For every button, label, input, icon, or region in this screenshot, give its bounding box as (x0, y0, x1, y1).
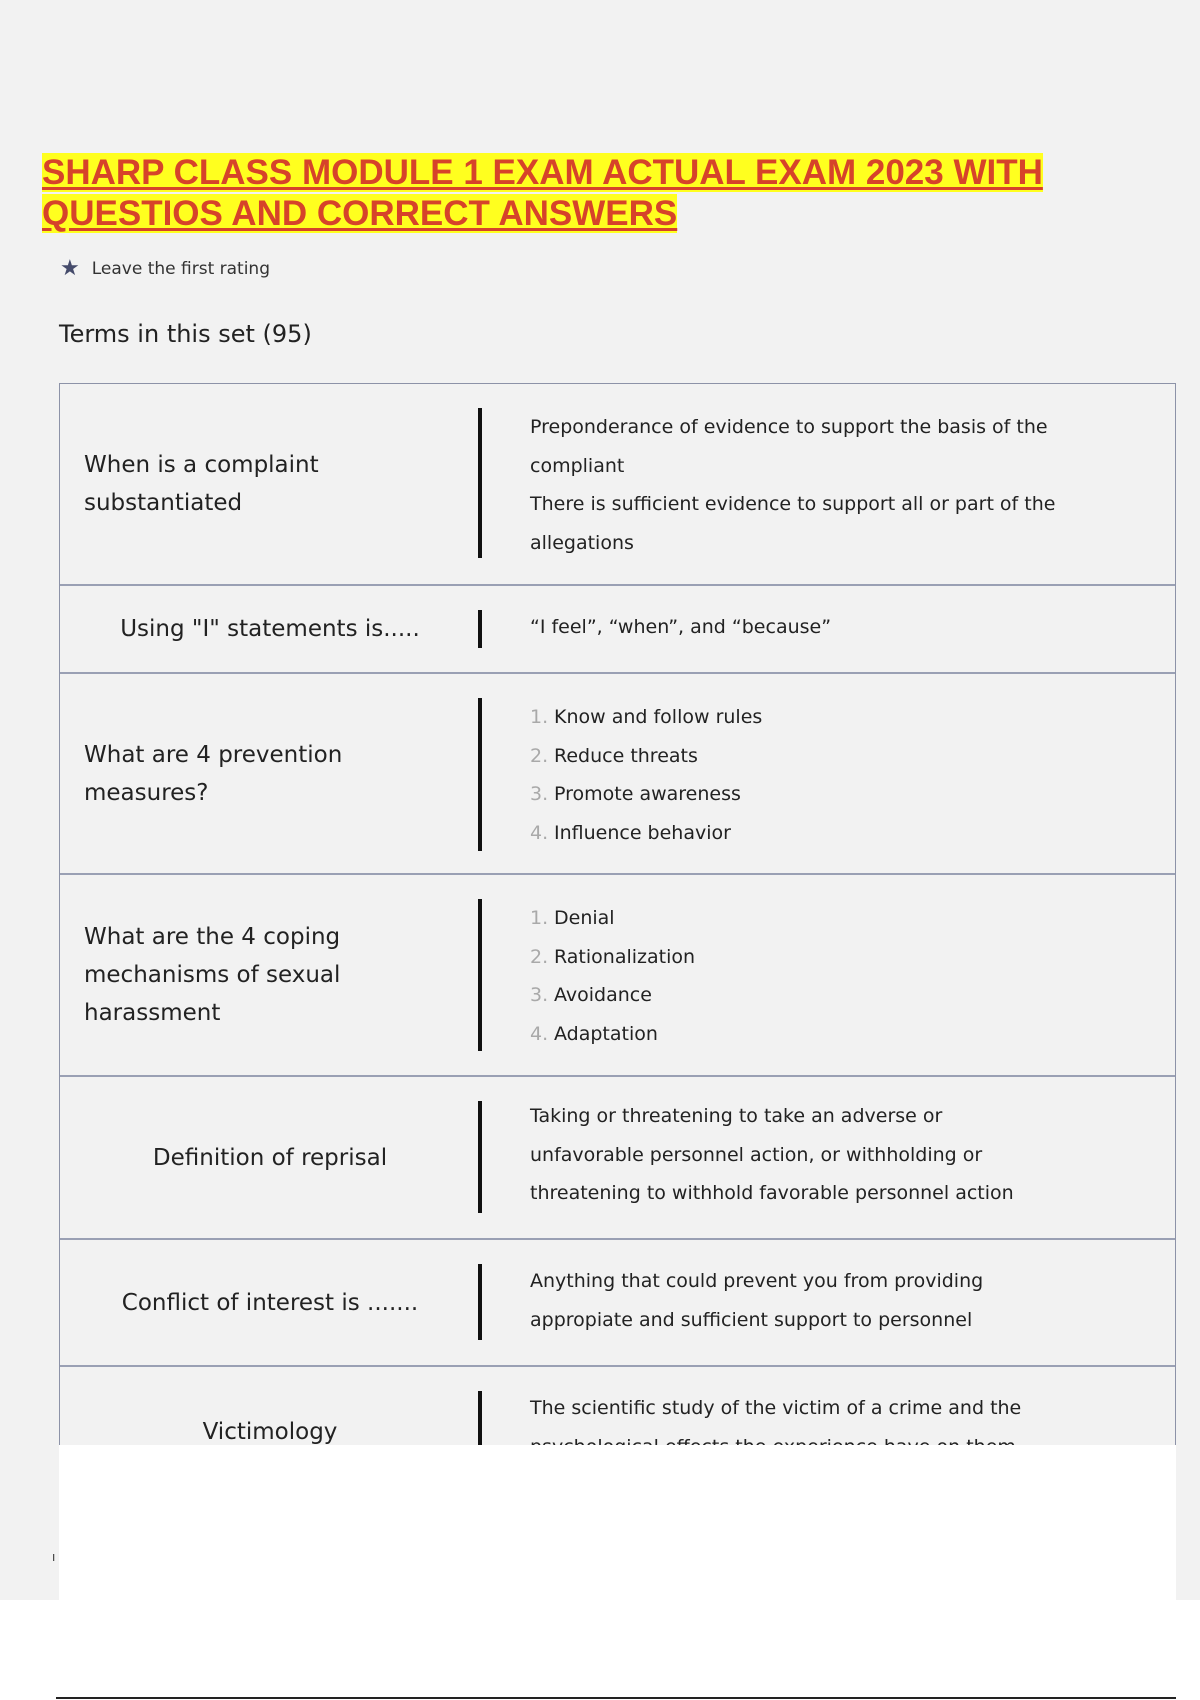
definition-text (530, 1262, 1010, 1339)
list-number: 1. (530, 706, 549, 728)
list-number: 3. (530, 783, 549, 805)
term-text (60, 384, 480, 584)
term-label: When is a complaint substantiated (84, 452, 319, 516)
list-number: 2. (530, 945, 549, 968)
term-label: What are the 4 coping mechanisms of sexual harassment (84, 924, 341, 1026)
definition-text (530, 408, 1090, 562)
term-text (60, 586, 480, 672)
list-number: 1. (530, 907, 549, 929)
term-card (60, 1240, 1175, 1367)
list-item (530, 698, 1090, 737)
definition-text (530, 608, 1090, 647)
term-label: Victimology (202, 1419, 338, 1445)
term-text (60, 1077, 480, 1238)
list-text: Know and follow rules (554, 706, 763, 728)
term-label: Definition of reprisal (152, 1144, 388, 1171)
list-item (530, 1015, 1090, 1054)
list-text: Denial (554, 907, 615, 929)
definition-text (530, 1097, 1050, 1213)
definition-line: Anything that could prevent you from providing appropiate and sufficient support to personnel (530, 1270, 984, 1331)
term-label: Conflict of interest is ....... (121, 1289, 419, 1316)
page-blank-area (59, 1445, 1176, 1600)
definition-list (530, 899, 1090, 1053)
card-divider (478, 610, 482, 648)
list-item (530, 775, 1090, 814)
list-number: 4. (530, 821, 549, 844)
term-card (60, 875, 1175, 1077)
list-item (530, 737, 1090, 776)
list-text: Promote awareness (554, 783, 741, 805)
term-card (60, 586, 1175, 674)
terms-heading: Terms in this set (95) (59, 320, 312, 348)
list-text: Adaptation (554, 1022, 658, 1045)
card-divider (478, 1101, 482, 1213)
list-item (530, 814, 1090, 853)
term-text (60, 674, 480, 873)
card-divider (478, 698, 482, 851)
definition-line: Preponderance of evidence to support the basis of the compliant (530, 416, 1048, 477)
definition-list (530, 698, 1090, 852)
definition-line: The scientific study of the victim of a crime and the (530, 1397, 1022, 1419)
term-text (60, 875, 480, 1075)
rating-link[interactable] (60, 256, 270, 281)
document-title-text: SHARP CLASS MODULE 1 EXAM ACTUAL EXAM 2023 WITH QUESTIOS AND CORRECT ANSWERS (42, 153, 1043, 233)
rating-text: Leave the first rating (91, 258, 270, 279)
terms-list (59, 383, 1176, 1445)
footer-rule (56, 1697, 1176, 1699)
definition-line: Taking or threatening to take an adverse or unfavorable personnel action, or withholding or threatening to withhold favorable personnel action (530, 1105, 1014, 1204)
list-item (530, 976, 1090, 1015)
document-title (42, 152, 1162, 234)
list-item (530, 938, 1090, 977)
term-label: What are 4 prevention measures? (84, 741, 343, 806)
stray-mark: ı (52, 1550, 56, 1564)
list-text: Reduce threats (554, 744, 698, 767)
card-divider (478, 1391, 482, 1451)
term-card (60, 674, 1175, 875)
card-divider (478, 899, 482, 1051)
term-card (60, 384, 1175, 586)
term-label: Using "I" statements is..... (120, 616, 420, 642)
list-number: 4. (530, 1022, 549, 1045)
card-divider (478, 1264, 482, 1340)
list-text: Rationalization (554, 945, 696, 968)
list-text: Influence behavior (554, 821, 731, 844)
list-number: 2. (530, 744, 549, 767)
card-divider (478, 408, 482, 558)
term-text (60, 1240, 480, 1365)
definition-line: There is sufficient evidence to support all or part of the allegations (530, 493, 1056, 554)
list-item (530, 899, 1090, 938)
definition-line: “I feel”, “when”, and “because” (530, 616, 832, 638)
term-card (60, 1077, 1175, 1240)
list-text: Avoidance (554, 984, 652, 1006)
star-icon: ★ (60, 256, 80, 281)
list-number: 3. (530, 984, 549, 1006)
